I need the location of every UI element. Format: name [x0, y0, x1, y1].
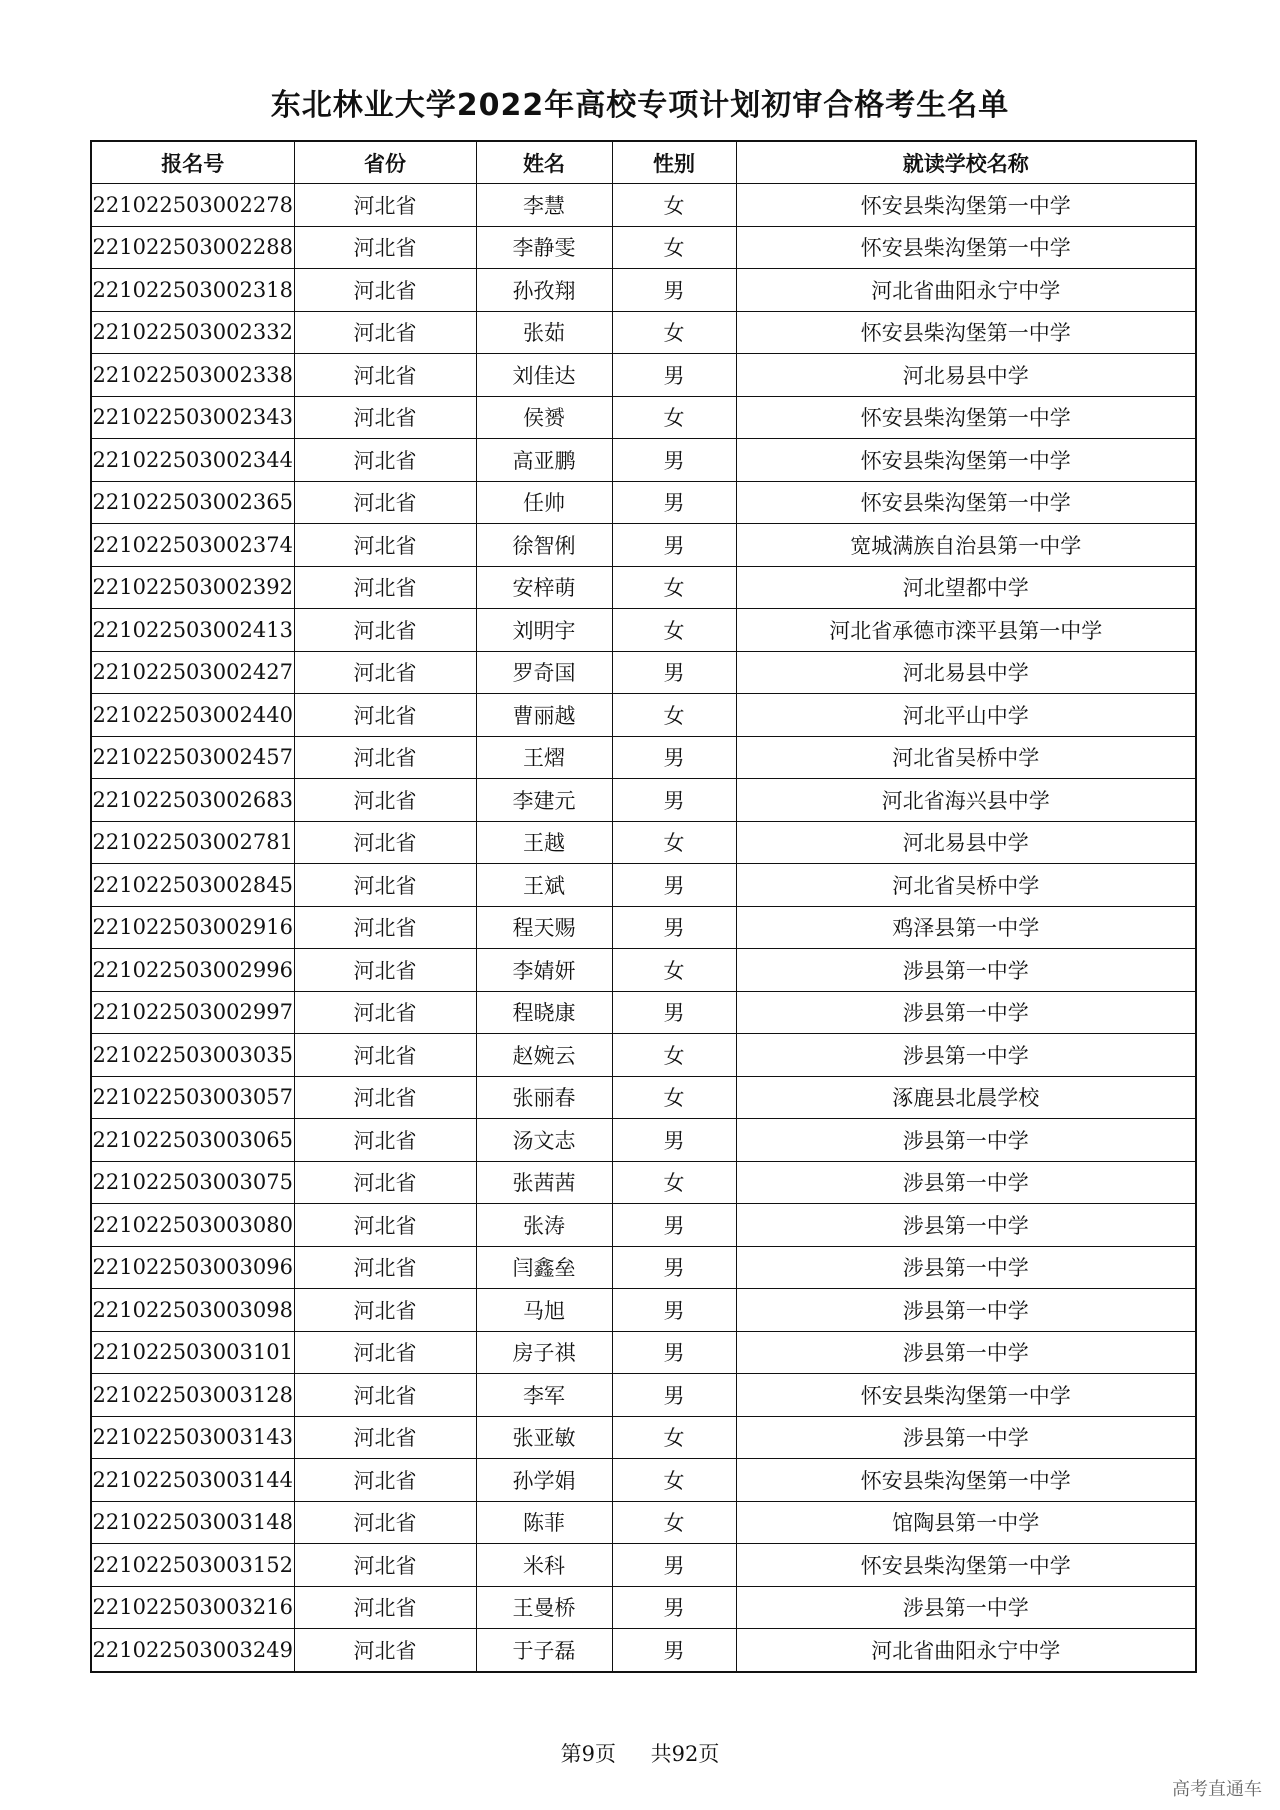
cell-province: 河北省 — [294, 991, 476, 1034]
page-total: 共92页 — [650, 1742, 720, 1766]
cell-registration-no: 221022503002440 — [91, 694, 294, 737]
cell-registration-no: 221022503002288 — [91, 226, 294, 269]
cell-name: 赵婉云 — [476, 1034, 612, 1077]
table-row — [91, 1289, 1196, 1332]
table-row — [91, 864, 1196, 907]
table-row — [91, 1544, 1196, 1587]
table-row — [91, 1374, 1196, 1417]
cell-gender: 男 — [612, 864, 736, 907]
cell-gender: 男 — [612, 1204, 736, 1247]
cell-registration-no: 221022503003096 — [91, 1246, 294, 1289]
table-row — [91, 1416, 1196, 1459]
cell-registration-no: 221022503002997 — [91, 991, 294, 1034]
cell-province: 河北省 — [294, 821, 476, 864]
cell-gender: 男 — [612, 481, 736, 524]
cell-name: 侯赟 — [476, 396, 612, 439]
cell-registration-no: 221022503003128 — [91, 1374, 294, 1417]
cell-gender: 男 — [612, 906, 736, 949]
cell-school: 河北省承德市滦平县第一中学 — [736, 609, 1196, 652]
cell-gender: 女 — [612, 821, 736, 864]
table-row — [91, 269, 1196, 312]
cell-registration-no: 221022503003143 — [91, 1416, 294, 1459]
cell-school: 涉县第一中学 — [736, 1289, 1196, 1332]
cell-school: 河北易县中学 — [736, 651, 1196, 694]
cell-registration-no: 221022503003148 — [91, 1501, 294, 1544]
cell-name: 李军 — [476, 1374, 612, 1417]
cell-province: 河北省 — [294, 481, 476, 524]
table-row — [91, 779, 1196, 822]
cell-gender: 男 — [612, 991, 736, 1034]
cell-province: 河北省 — [294, 906, 476, 949]
cell-registration-no: 221022503002338 — [91, 354, 294, 397]
cell-province: 河北省 — [294, 354, 476, 397]
cell-name: 李建元 — [476, 779, 612, 822]
cell-name: 徐智俐 — [476, 524, 612, 567]
cell-school: 涉县第一中学 — [736, 1331, 1196, 1374]
cell-school: 怀安县柴沟堡第一中学 — [736, 226, 1196, 269]
table-row — [91, 1629, 1196, 1672]
cell-registration-no: 221022503003057 — [91, 1076, 294, 1119]
cell-gender: 男 — [612, 269, 736, 312]
cell-gender: 女 — [612, 609, 736, 652]
cell-gender: 女 — [612, 1034, 736, 1077]
table-row — [91, 481, 1196, 524]
cell-name: 张亚敏 — [476, 1416, 612, 1459]
column-header-registration-no: 报名号 — [91, 141, 294, 184]
table-row — [91, 651, 1196, 694]
cell-gender: 男 — [612, 651, 736, 694]
cell-province: 河北省 — [294, 396, 476, 439]
cell-name: 房子祺 — [476, 1331, 612, 1374]
table-row — [91, 184, 1196, 227]
cell-school: 涉县第一中学 — [736, 1119, 1196, 1162]
cell-name: 张涛 — [476, 1204, 612, 1247]
cell-registration-no: 221022503003080 — [91, 1204, 294, 1247]
cell-gender: 女 — [612, 949, 736, 992]
table-row — [91, 991, 1196, 1034]
table-row — [91, 821, 1196, 864]
cell-province: 河北省 — [294, 1416, 476, 1459]
cell-school: 河北省海兴县中学 — [736, 779, 1196, 822]
watermark-text: 高考直通车 — [1172, 1779, 1262, 1800]
cell-name: 任帅 — [476, 481, 612, 524]
cell-province: 河北省 — [294, 1246, 476, 1289]
cell-province: 河北省 — [294, 1544, 476, 1587]
table-row — [91, 906, 1196, 949]
cell-registration-no: 221022503003101 — [91, 1331, 294, 1374]
table-row — [91, 1586, 1196, 1629]
cell-gender: 男 — [612, 1374, 736, 1417]
table-header-row — [91, 141, 1196, 184]
cell-registration-no: 221022503002683 — [91, 779, 294, 822]
cell-name: 于子磊 — [476, 1629, 612, 1672]
cell-province: 河北省 — [294, 1331, 476, 1374]
cell-name: 刘佳达 — [476, 354, 612, 397]
cell-name: 王曼桥 — [476, 1586, 612, 1629]
cell-province: 河北省 — [294, 949, 476, 992]
cell-gender: 男 — [612, 1331, 736, 1374]
cell-school: 涿鹿县北晨学校 — [736, 1076, 1196, 1119]
cell-gender: 女 — [612, 184, 736, 227]
cell-province: 河北省 — [294, 779, 476, 822]
cell-registration-no: 221022503002413 — [91, 609, 294, 652]
cell-registration-no: 221022503003216 — [91, 1586, 294, 1629]
cell-school: 怀安县柴沟堡第一中学 — [736, 481, 1196, 524]
table-row — [91, 736, 1196, 779]
cell-school: 涉县第一中学 — [736, 949, 1196, 992]
cell-school: 怀安县柴沟堡第一中学 — [736, 1544, 1196, 1587]
cell-name: 李静雯 — [476, 226, 612, 269]
cell-province: 河北省 — [294, 736, 476, 779]
cell-name: 李慧 — [476, 184, 612, 227]
cell-school: 涉县第一中学 — [736, 1204, 1196, 1247]
cell-province: 河北省 — [294, 524, 476, 567]
cell-school: 怀安县柴沟堡第一中学 — [736, 184, 1196, 227]
cell-school: 河北易县中学 — [736, 821, 1196, 864]
cell-gender: 女 — [612, 1416, 736, 1459]
table-body — [91, 184, 1196, 1672]
cell-registration-no: 221022503003152 — [91, 1544, 294, 1587]
cell-province: 河北省 — [294, 1034, 476, 1077]
cell-name: 程晓康 — [476, 991, 612, 1034]
cell-school: 怀安县柴沟堡第一中学 — [736, 1459, 1196, 1502]
cell-gender: 女 — [612, 1459, 736, 1502]
cell-name: 汤文志 — [476, 1119, 612, 1162]
cell-province: 河北省 — [294, 694, 476, 737]
cell-registration-no: 221022503002392 — [91, 566, 294, 609]
cell-school: 涉县第一中学 — [736, 1034, 1196, 1077]
cell-school: 河北省吴桥中学 — [736, 864, 1196, 907]
cell-province: 河北省 — [294, 184, 476, 227]
cell-province: 河北省 — [294, 651, 476, 694]
cell-province: 河北省 — [294, 1501, 476, 1544]
column-header-province: 省份 — [294, 141, 476, 184]
cell-registration-no: 221022503002374 — [91, 524, 294, 567]
cell-school: 河北平山中学 — [736, 694, 1196, 737]
cell-registration-no: 221022503003065 — [91, 1119, 294, 1162]
table-row — [91, 1501, 1196, 1544]
cell-name: 刘明宇 — [476, 609, 612, 652]
cell-registration-no: 221022503002343 — [91, 396, 294, 439]
cell-gender: 男 — [612, 736, 736, 779]
cell-province: 河北省 — [294, 1204, 476, 1247]
cell-school: 怀安县柴沟堡第一中学 — [736, 311, 1196, 354]
cell-registration-no: 221022503003075 — [91, 1161, 294, 1204]
cell-gender: 男 — [612, 1246, 736, 1289]
cell-name: 高亚鹏 — [476, 439, 612, 482]
table-row — [91, 1161, 1196, 1204]
cell-gender: 女 — [612, 694, 736, 737]
cell-name: 安梓萌 — [476, 566, 612, 609]
cell-registration-no: 221022503002916 — [91, 906, 294, 949]
cell-gender: 男 — [612, 1289, 736, 1332]
cell-registration-no: 221022503002365 — [91, 481, 294, 524]
cell-name: 马旭 — [476, 1289, 612, 1332]
table-row — [91, 1331, 1196, 1374]
table-row — [91, 694, 1196, 737]
cell-name: 张丽春 — [476, 1076, 612, 1119]
cell-province: 河北省 — [294, 1289, 476, 1332]
table-row — [91, 226, 1196, 269]
cell-province: 河北省 — [294, 1076, 476, 1119]
cell-gender: 男 — [612, 1629, 736, 1672]
cell-registration-no: 221022503003098 — [91, 1289, 294, 1332]
cell-name: 曹丽越 — [476, 694, 612, 737]
cell-name: 罗奇国 — [476, 651, 612, 694]
cell-gender: 男 — [612, 1544, 736, 1587]
table-row — [91, 1459, 1196, 1502]
cell-gender: 男 — [612, 524, 736, 567]
cell-gender: 男 — [612, 779, 736, 822]
cell-province: 河北省 — [294, 1374, 476, 1417]
cell-gender: 男 — [612, 439, 736, 482]
page-footer — [0, 1738, 1280, 1768]
cell-registration-no: 221022503002332 — [91, 311, 294, 354]
cell-province: 河北省 — [294, 1459, 476, 1502]
cell-school: 涉县第一中学 — [736, 991, 1196, 1034]
cell-school: 涉县第一中学 — [736, 1586, 1196, 1629]
candidate-table — [90, 140, 1197, 1673]
cell-gender: 男 — [612, 354, 736, 397]
cell-school: 怀安县柴沟堡第一中学 — [736, 396, 1196, 439]
cell-province: 河北省 — [294, 269, 476, 312]
cell-school: 怀安县柴沟堡第一中学 — [736, 439, 1196, 482]
cell-name: 程天赐 — [476, 906, 612, 949]
table-row — [91, 949, 1196, 992]
cell-registration-no: 221022503002845 — [91, 864, 294, 907]
cell-province: 河北省 — [294, 1161, 476, 1204]
cell-gender: 女 — [612, 1161, 736, 1204]
cell-gender: 女 — [612, 226, 736, 269]
column-header-name: 姓名 — [476, 141, 612, 184]
page-number: 第9页 — [560, 1742, 616, 1766]
table-row — [91, 354, 1196, 397]
cell-registration-no: 221022503002278 — [91, 184, 294, 227]
cell-registration-no: 221022503002781 — [91, 821, 294, 864]
table-row — [91, 311, 1196, 354]
cell-school: 河北省曲阳永宁中学 — [736, 269, 1196, 312]
cell-gender: 男 — [612, 1586, 736, 1629]
cell-registration-no: 221022503002344 — [91, 439, 294, 482]
cell-school: 宽城满族自治县第一中学 — [736, 524, 1196, 567]
cell-name: 王熠 — [476, 736, 612, 779]
cell-gender: 女 — [612, 311, 736, 354]
cell-registration-no: 221022503003035 — [91, 1034, 294, 1077]
table-row — [91, 566, 1196, 609]
cell-gender: 女 — [612, 1076, 736, 1119]
table-row — [91, 1076, 1196, 1119]
cell-school: 河北省吴桥中学 — [736, 736, 1196, 779]
cell-registration-no: 221022503002318 — [91, 269, 294, 312]
cell-school: 鸡泽县第一中学 — [736, 906, 1196, 949]
cell-name: 孙学娟 — [476, 1459, 612, 1502]
cell-school: 涉县第一中学 — [736, 1416, 1196, 1459]
cell-school: 涉县第一中学 — [736, 1246, 1196, 1289]
cell-province: 河北省 — [294, 311, 476, 354]
table-row — [91, 1204, 1196, 1247]
cell-province: 河北省 — [294, 566, 476, 609]
cell-name: 王越 — [476, 821, 612, 864]
cell-province: 河北省 — [294, 1119, 476, 1162]
column-header-gender: 性别 — [612, 141, 736, 184]
table-row — [91, 1034, 1196, 1077]
cell-province: 河北省 — [294, 439, 476, 482]
cell-school: 馆陶县第一中学 — [736, 1501, 1196, 1544]
cell-gender: 女 — [612, 1501, 736, 1544]
column-header-school: 就读学校名称 — [736, 141, 1196, 184]
cell-school: 怀安县柴沟堡第一中学 — [736, 1374, 1196, 1417]
cell-province: 河北省 — [294, 864, 476, 907]
cell-registration-no: 221022503002457 — [91, 736, 294, 779]
table-row — [91, 439, 1196, 482]
cell-name: 张茹 — [476, 311, 612, 354]
cell-registration-no: 221022503002996 — [91, 949, 294, 992]
cell-registration-no: 221022503003249 — [91, 1629, 294, 1672]
table-row — [91, 1119, 1196, 1162]
cell-province: 河北省 — [294, 1586, 476, 1629]
cell-gender: 女 — [612, 566, 736, 609]
page-title: 东北林业大学2022年高校专项计划初审合格考生名单 — [270, 88, 1010, 123]
cell-province: 河北省 — [294, 609, 476, 652]
table-row — [91, 396, 1196, 439]
cell-name: 孙孜翔 — [476, 269, 612, 312]
cell-gender: 男 — [612, 1119, 736, 1162]
cell-school: 河北易县中学 — [736, 354, 1196, 397]
cell-province: 河北省 — [294, 1629, 476, 1672]
cell-registration-no: 221022503002427 — [91, 651, 294, 694]
cell-name: 米科 — [476, 1544, 612, 1587]
cell-name: 闫鑫垒 — [476, 1246, 612, 1289]
cell-school: 河北省曲阳永宁中学 — [736, 1629, 1196, 1672]
cell-school: 涉县第一中学 — [736, 1161, 1196, 1204]
table-row — [91, 609, 1196, 652]
cell-name: 王斌 — [476, 864, 612, 907]
table-row — [91, 1246, 1196, 1289]
cell-name: 李婧妍 — [476, 949, 612, 992]
cell-name: 张茜茜 — [476, 1161, 612, 1204]
table-row — [91, 524, 1196, 567]
cell-registration-no: 221022503003144 — [91, 1459, 294, 1502]
cell-name: 陈菲 — [476, 1501, 612, 1544]
cell-gender: 女 — [612, 396, 736, 439]
cell-province: 河北省 — [294, 226, 476, 269]
cell-school: 河北望都中学 — [736, 566, 1196, 609]
